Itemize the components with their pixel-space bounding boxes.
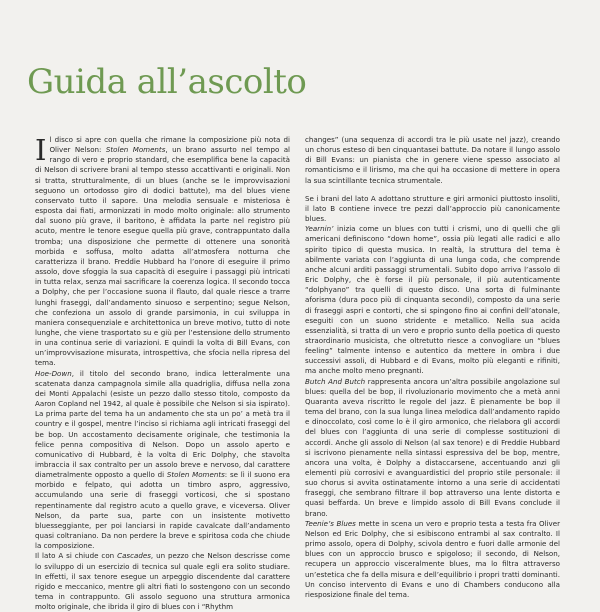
track-title: Stolen Moments [105, 145, 166, 155]
paragraph: Yearnin’ inizia come un blues con tutti i crismi, uno di quelli che gli americani definiscono “down home”, ossia più legati alle radici e allo spirito tipico di questa musica. In realtà, la struttura del tema è abilmente variata con l’aggiunta di una lunga coda, che comprende anche alcuni arditi passaggi strumentali. Subito dopo arriva l’assolo di Eric Dolphy, che è forse il più personale, il più autenticamente “dolphyano” tra quelli di questo disco. Una sorta di fulminante aforisma (dura poco più di cinquanta secondi), composto da una serie di fraseggi aspri e contorti, che si spingono fino ai confini dell’atonale, eseguiti con un suono stridente e metallico. Nella sua acida essenzialità, si tratta di un vero e proprio sunto della poetica di questo straordinario musicista, che oltretutto riesce a convogliare un “blues feeling” talmente intenso e autentico da mettere in ombra i due successivi assoli, di Hubbard e di Evans, molto più eleganti e rifiniti, ma anche molto meno pregnanti. [305, 224, 560, 376]
page-title: Guida all’ascolto [27, 62, 307, 102]
left-column [35, 135, 290, 612]
track-title: Cascades [117, 551, 151, 561]
track-title: Hoe-Down [35, 368, 72, 378]
paragraph: Butch And Butch rappresenta ancora un’altra possibile angolazione sul blues: quella del be bop, il rivoluzionario movimento che a metà anni Quaranta aveva riscritto le regole del jazz. È pienamente be bop il tema del brano, con la sua lunga linea melodica dall’andamento rapido e dinoccolato, così come lo è il giro armonico, che rielabora gli accordi del blues con l’aggiunta di una serie di complesse sostituzioni di accordi. Anche gli assolo di Nelson (al sax tenore) e di Freddie Hubbard si iscrivono pienamente nella sintassi espressiva del be bop, mentre, ancora una volta, è Dolphy a distaccarsene, accentuando anzi gli elementi più corrosivi e avanguardistici del proprio stile personale: il suo chorus si avvita ostinatamente intorno a una serie di accidentati fraseggi, che sembrano filtrare il bop attraverso una lente distorta e quasi beffarda. Un breve e limpido assolo di Bill Evans conclude il brano. [305, 376, 560, 518]
paragraph: Hoe-Down, il titolo del secondo brano, indica letteralmente una scatenata danza campagnola simile alla quadriglia, diffusa nella zona dei Monti Appalachi (esiste un pezzo dallo stesso titolo, composto da Aaron Copland nel 1942, al quale è possibile che Nelson si sia ispirato). La prima parte del tema ha un andamento che sta un po’ a metà tra il country e il gospel, mentre l’inciso si richiama agli intricati fraseggi del be bop. Un accostamento decisamente originale, che testimonia la felice penna compositiva di Nelson. Dopo un assolo aperto e comunicativo di Hubbard, è la volta di Eric Dolphy, che stavolta imbraccia il sax contralto per un assolo breve e nervoso, dal carattere diametralmente opposto a quello di Stolen Moments: se lì il suono era morbido e felpato, qui adotta un timbro aspro, aggressivo, accumulando una serie di fraseggi vorticosi, che si spostano repentinamente dal registro acuto a quello grave, e viceversa. Oliver Nelson, da parte sua, parte con un insistente motivetto bluesseggiante, per poi lanciarsi in rapide cavalcate dall’andamento quasi coltraniano. Da non perdere la breve e spiritosa coda che chiude la composizione. [35, 368, 290, 551]
track-title: Stolen Moments [166, 470, 225, 480]
right-column [305, 135, 560, 600]
paragraph: changes” (una sequenza di accordi tra le più usate nel jazz), creando un chorus esteso di ben cinquantasei battute. Da notare il lungo assolo di Bill Evans: un pianista che in genere viene spesso associato al romanticismo e il lirismo, ma che qui ha occasione di mettere in opera la sua scintillante tecnica strumentale. [305, 135, 560, 185]
paragraph: Il disco si apre con quella che rimane la composizione più nota di Oliver Nelson: Stolen Moments, un brano assurto nel tempo al rango di vero e proprio standard, che esemplifica bene la capacità di Nelson di scrivere brani al tempo stesso accattivanti e originali. Non si tratta, strutturalmente, di un blues (anche se le improvvisazioni seguono un ortodosso giro di dodici battute), ma del blues viene conservato tutto il sapore. Una melodia sensuale e misteriosa è esposta dai fiati, armonizzati in modo molto originale: allo strumento dal suono più grave, il baritono, è affidata la parte nel registro più acuto, mentre le tenore esegue quella più grave, contrappuntato dalla tromba; una disposizione che permette di ottenere una sonorità morbida e soffusa, molto adatta all’atmosfera notturna che caratterizza il brano. Freddie Hubbard ha l’onore di eseguire il primo assolo, dove sfoggia la sua capacità di eseguire i passaggi più intricati in tutta relax, senza mai sacrificare la coerenza logica. Il secondo tocca a Dolphy, che per l’occasione suona il flauto, dal quale riesce a trarre lunghi fraseggi, dall’andamento sinuoso e serpentino; segue Nelson, che confeziona un assolo di grande parsimonia, in cui sviluppa in maniera consequenziale e architettonica un breve motivo, tutto di note lunghe, che viene trasportato su e giù per l’estensione dello strumento in una continua serie di variazioni. E quindi la volta di Bill Evans, con un’improvvisazione misurata, introspettiva, che sfocia nella ripresa del tema. [35, 133, 291, 368]
track-title: Yearnin’ [305, 224, 334, 234]
track-title: Teenie’s Blues [305, 518, 356, 528]
track-title: Butch And Butch [305, 376, 366, 386]
paragraph: Teenie’s Blues mette in scena un vero e proprio testa a testa fra Oliver Nelson ed Eric Dolphy, che si esibiscono entrambi al sax contralto. Il primo assolo, opera di Dolphy, scivola dentro e fuori dalle armonie del blues con un approccio brusco e spigoloso; il secondo, di Nelson, recupera un approccio visceralmente blues, ma lo filtra attraverso un’estetica che fa della misura e dell’equilibrio i propri tratti dominanti. Un conciso intervento di Evans e uno di Chambers conducono alla riesposizione finale del tema. [305, 518, 560, 599]
drop-cap: I [35, 133, 47, 167]
paragraph: Il lato A si chiude con Cascades, un pezzo che Nelson descrisse come lo sviluppo di un esercizio di tecnica sul quale egli era solito studiare. In effetti, il sax tenore esegue un arpeggio discendente dal carattere rigido e meccanico, mentre gli altri fiati lo sostengono con un secondo tema in contrappunto. Gli assolo seguono una struttura armonica molto originale, che ibrida il giro di blues con i “Rhythm [35, 551, 290, 612]
paragraph: Se i brani del lato A adottano strutture e giri armonici piuttosto insoliti, il lato B contiene invece tre pezzi dall’approccio più canonicamente blues. [305, 193, 560, 224]
